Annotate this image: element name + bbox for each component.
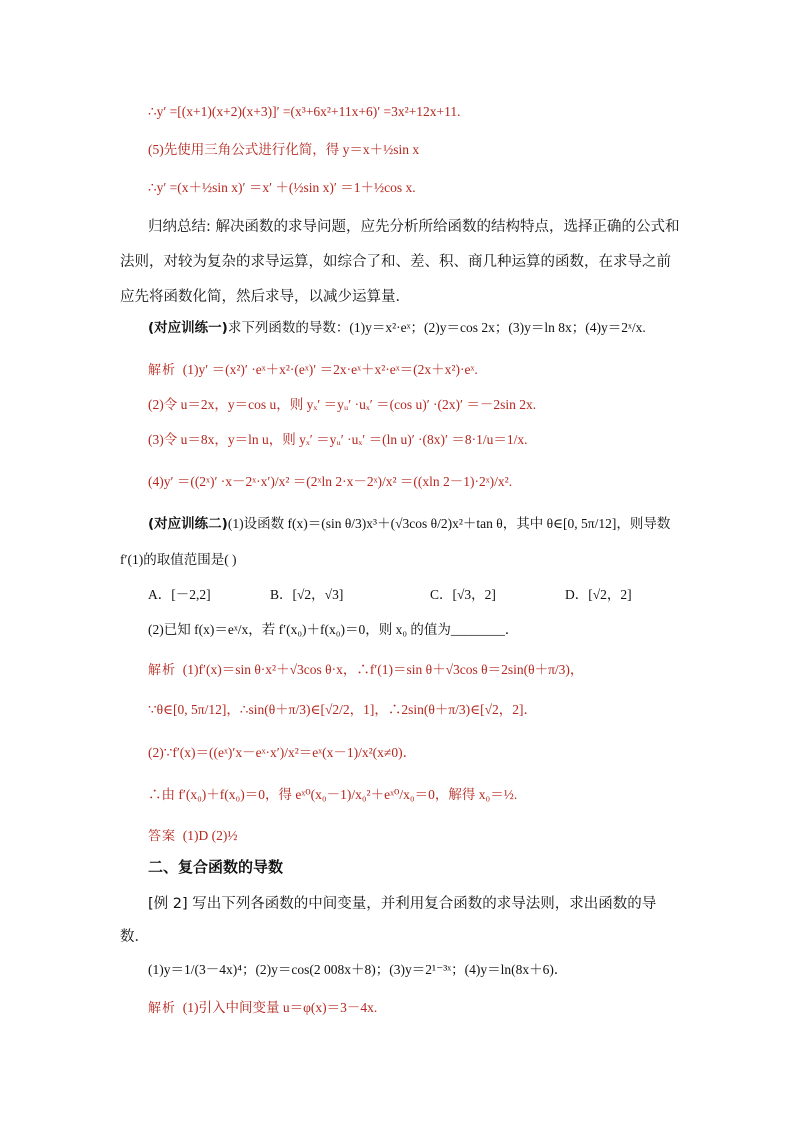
final-answer-label: 答案 xyxy=(148,829,177,844)
option-a: A．[－2,2] xyxy=(148,587,211,602)
drill-1-solution-4: (4)y′ ＝((2ˣ)′ ·x－2ˣ·x′)/x² ＝(2ˣln 2·x－2ˣ)/x² ＝((xln 2－1)·2ˣ)/x². xyxy=(148,474,513,489)
drill-1-text: 求下列函数的导数：(1)y＝x²·eˣ；(2)y＝cos 2x；(3)y＝ln 8x；(4)y＝2ˣ/x. xyxy=(227,320,646,335)
example-2-functions: (1)y＝1/(3－4x)⁴；(2)y＝cos(2 008x＋8)；(3)y＝2¹⁻³ˣ；(4)y＝ln(8x＋6)． xyxy=(148,962,568,977)
drill-2-question-2: (2)已知 f(x)＝eˣ/x，若 f′(x₀)＋f(x₀)＝0，则 x₀ 的值为________． xyxy=(148,622,519,637)
drill-1-solution-3: (3)令 u＝8x，y＝ln u，则 yₓ′ ＝yᵤ′ ·uₓ′ ＝(ln u)′ ·(8x)′ ＝8·1/u＝1/x. xyxy=(148,432,528,447)
drill-1-solution-1: 解析 (1)y′ ＝(x²)′ ·eˣ＋x²·(eˣ)′ ＝2x·eˣ＋x²·eˣ＝(2x＋x²)·eˣ. xyxy=(148,362,478,378)
option-b: B．[√2，√3] xyxy=(270,587,344,602)
answer-label: 解析 xyxy=(148,363,177,378)
option-c: C．[√3，2] xyxy=(430,587,496,602)
drill-1-label: (对应训练一) xyxy=(148,320,228,336)
summary-paragraph xyxy=(120,210,680,315)
drill-2-solution-3: (2)∵f′(x)＝((eˣ)′x－eˣ·x′)/x²＝eˣ(x－1)/x²(x≠0)． xyxy=(148,745,417,760)
solution-line-product: ∴y′ =[(x+1)(x+2)(x+3)]′ =(x³+6x²+11x+6)′ =3x²+12x+11. xyxy=(148,104,461,119)
drill-2-solution-1: 解析 (1)f′(x)＝sin θ·x²＋√3cos θ·x，∴f′(1)＝sin θ＋√3cos θ＝2sin(θ＋π/3)， xyxy=(148,662,584,678)
example-label: [例 2] xyxy=(148,896,188,912)
drill-2-question-1-cont: f′(1)的取值范围是( ) xyxy=(120,552,237,567)
drill-2-solution-2: ∵θ∈[0, 5π/12]，∴sin(θ＋π/3)∈[√2/2，1]，∴2sin(θ＋π/3)∈[√2，2]． xyxy=(148,702,538,717)
summary-text: 解决函数的求导问题，应先分析所给函数的结构特点，选择正确的公式和法则，对较为复杂的求导运算，如综合了和、差、积、商几种运算的函数，在求导之前应先将函数化简，然后求导，以减少运算量． xyxy=(120,219,680,305)
example-text: 写出下列各函数的中间变量，并利用复合函数的求导法则，求出函数的导数． xyxy=(120,896,657,945)
drill-2-question-1: (对应训练二)(1)设函数 f(x)＝(sin θ/3)x³＋(√3cos θ/2)x²＋tan θ，其中 θ∈[0, 5π/12]，则导数 xyxy=(148,516,671,532)
answer-label-2: 解析 xyxy=(148,663,177,678)
summary-label: 归纳总结: xyxy=(148,219,211,235)
final-answer: 答案 (1)D (2)½ xyxy=(148,828,238,844)
drill-1-solution-2: (2)令 u＝2x，y＝cos u，则 yₓ′ ＝yᵤ′ ·uₓ′ ＝(cos u)′ ·(2x)′ ＝－2sin 2x. xyxy=(148,397,537,412)
drill-1-question xyxy=(148,318,646,338)
example-2-paragraph xyxy=(120,888,680,954)
example-2-solution: 解析 (1)引入中间变量 u＝φ(x)＝3－4x. xyxy=(148,1000,378,1016)
section-title: 二、复合函数的导数 xyxy=(148,858,284,876)
option-d: D．[√2，2] xyxy=(565,587,632,602)
drill-2-label: (对应训练二) xyxy=(148,516,228,532)
answer-label-3: 解析 xyxy=(148,1001,177,1016)
solution-line-simplify: (5)先使用三角公式进行化简，得 y＝x＋½sin x xyxy=(148,142,420,157)
solution-line-derivative: ∴y′ =(x＋½sin x)′ ＝x′ ＋(½sin x)′ ＝1＋½cos x. xyxy=(148,180,416,195)
drill-2-solution-4: ∴由 f′(x₀)＋f(x₀)＝0，得 eˣ⁰(x₀－1)/x₀²＋eˣ⁰/x₀＝0，解得 x₀＝½. xyxy=(148,787,518,802)
